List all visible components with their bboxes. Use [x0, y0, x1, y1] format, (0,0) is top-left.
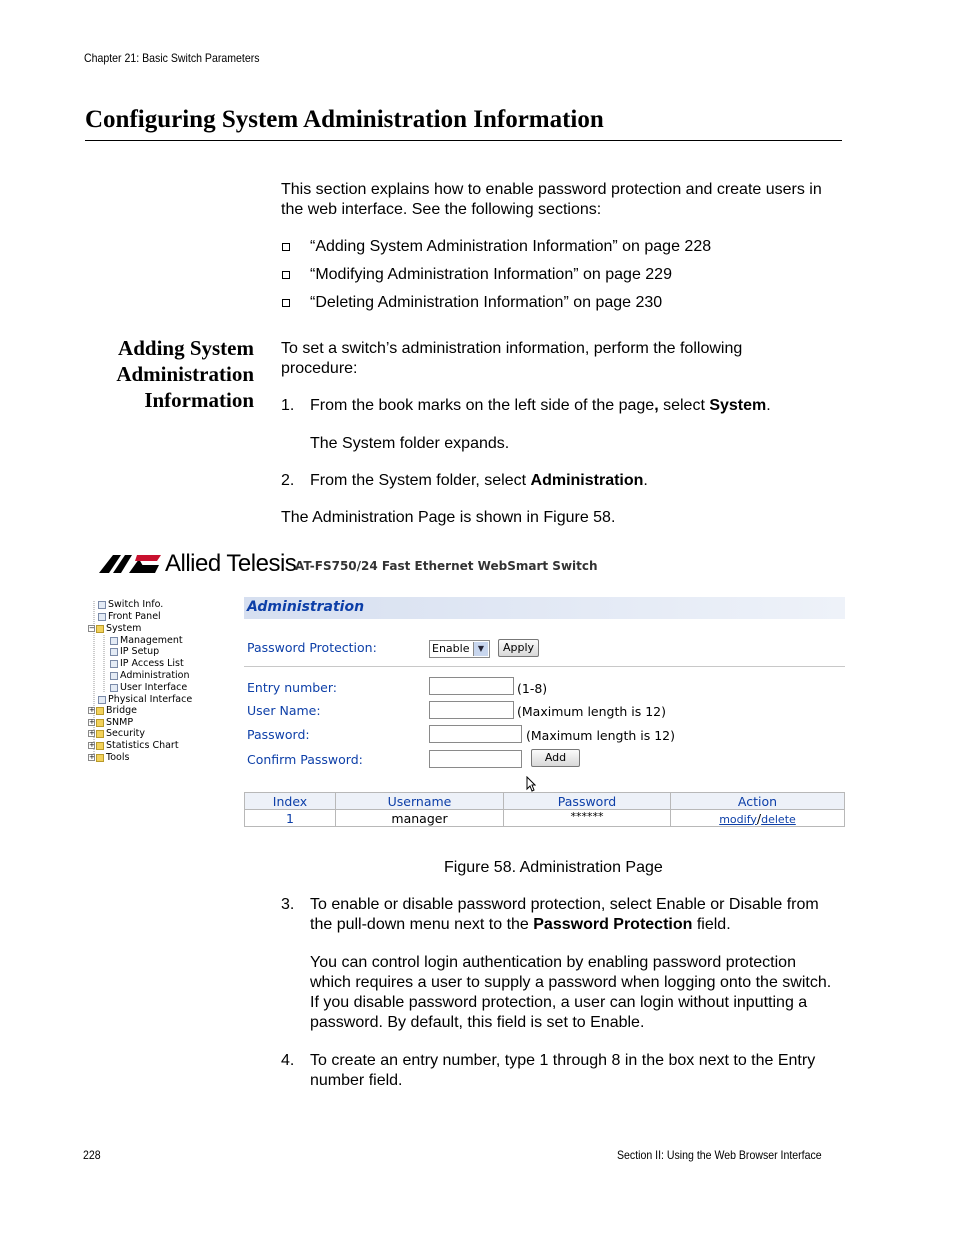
apply-button[interactable]: Apply [498, 639, 539, 657]
page-icon [110, 672, 118, 680]
running-header: Chapter 21: Basic Switch Parameters [84, 51, 260, 65]
cell-action [671, 810, 845, 827]
tree-item-label: Front Panel [108, 611, 161, 622]
subsection-heading-line: Adding System [118, 336, 254, 360]
table-row [245, 810, 845, 827]
step-text: field. [692, 916, 731, 933]
step-1-note: The System folder expands. [310, 435, 510, 452]
expand-icon[interactable]: + [89, 729, 95, 737]
folder-icon [96, 754, 104, 762]
entry-number-input[interactable] [429, 677, 514, 695]
password-input[interactable] [429, 725, 522, 743]
user-name-input[interactable] [429, 701, 514, 719]
password-hint: (Maximum length is 12) [526, 728, 675, 743]
step-comma: , [654, 397, 659, 414]
cell-password: ****** [504, 810, 671, 827]
page-icon [110, 660, 118, 668]
step-2 [310, 471, 648, 491]
tree-item-label: Administration [120, 670, 190, 681]
delete-link[interactable]: delete [761, 812, 796, 826]
panel-divider [244, 666, 845, 667]
selected-value: Enable [432, 642, 470, 655]
users-table [244, 792, 845, 827]
table-header-row [245, 793, 845, 810]
step-text: . [643, 472, 648, 489]
tree-item-tools[interactable] [88, 752, 129, 764]
entry-number-hint: (1-8) [517, 681, 548, 696]
step-number: 3. [281, 896, 295, 913]
title-rule [85, 140, 842, 141]
xref-link-adding[interactable]: “Adding System Administration Information” on page 228 [310, 238, 712, 255]
column-header-username: Username [336, 793, 504, 810]
folder-icon [96, 719, 104, 727]
tree-item-security[interactable] [88, 728, 145, 740]
running-footer: Section II: Using the Web Browser Interface [617, 1148, 822, 1162]
allied-telesis-logo-icon [99, 553, 161, 573]
tree-item-administration[interactable] [110, 670, 190, 682]
confirm-password-label: Confirm Password: [247, 752, 363, 767]
password-protection-label: Password Protection: [247, 640, 377, 655]
step-3 [310, 895, 840, 935]
tree-item-ip-access-list[interactable] [110, 658, 184, 670]
tree-item-label: Tools [106, 752, 130, 763]
tree-item-bridge[interactable] [88, 705, 137, 717]
page-icon [98, 696, 106, 704]
tree-item-ip-setup[interactable] [110, 646, 159, 658]
collapse-icon[interactable]: − [89, 624, 95, 632]
page-icon [110, 637, 118, 645]
step-3-note: You can control login authentication by enabling password protection which requires a user to supply a password when logging onto the switch. If you disable password protection, a user can login without inputting a password. By default, this field is set to Enable. [310, 954, 832, 1031]
product-name: AT-FS750/24 Fast Ethernet WebSmart Switch [295, 559, 598, 573]
column-header-password: Password [504, 793, 671, 810]
step-bold: System [709, 397, 767, 414]
tree-item-label: Security [106, 728, 146, 739]
add-button[interactable]: Add [531, 749, 580, 767]
expand-icon[interactable]: + [89, 753, 95, 761]
tree-item-label: IP Setup [120, 646, 160, 657]
tree-item-label: Management [120, 635, 183, 646]
step-text: From the book marks on the left side of the page [310, 397, 655, 414]
tree-item-label: User Interface [120, 682, 188, 693]
tree-item-statistics-chart[interactable] [88, 740, 179, 752]
step-text: To enable or disable password protection, select Enable or Disable from the pull-down menu next to the [310, 896, 819, 933]
panel-title: Administration [247, 599, 365, 615]
user-name-label: User Name: [247, 703, 321, 718]
brand-bar [99, 551, 599, 579]
folder-icon [96, 742, 104, 750]
cell-index: 1 [245, 810, 336, 827]
step-bold: Password Protection [533, 916, 693, 933]
figure-reference: The Administration Page is shown in Figure 58. [281, 509, 616, 526]
step-4: To create an entry number, type 1 through 8 in the box next to the Entry number field. [310, 1052, 816, 1089]
subsection-heading-line: Information [144, 388, 254, 412]
column-header-action: Action [671, 793, 845, 810]
subsection-heading-line: Administration [116, 362, 254, 386]
password-protection-select[interactable] [429, 640, 490, 658]
page-icon [110, 648, 118, 656]
bullet-icon [282, 299, 290, 307]
tree-item-label: Switch Info. [108, 599, 164, 610]
intro-paragraph: This section explains how to enable password protection and create users in the web interface. See the following sections: [281, 181, 822, 218]
step-text: From the System folder, select [310, 472, 531, 489]
mouse-cursor-icon [526, 776, 536, 792]
step-number: 4. [281, 1052, 295, 1069]
column-header-index: Index [245, 793, 336, 810]
action-separator: / [756, 810, 762, 826]
page-icon [98, 601, 106, 609]
expand-icon[interactable]: + [89, 718, 95, 726]
subsection-heading [54, 335, 254, 413]
tree-item-user-interface[interactable] [110, 682, 187, 694]
user-name-hint: (Maximum length is 12) [517, 704, 666, 719]
step-bold: Administration [530, 472, 644, 489]
step-text: select [658, 397, 710, 414]
page-number: 228 [83, 1148, 101, 1162]
step-text: . [766, 397, 771, 414]
tree-item-label: Physical Interface [108, 694, 193, 705]
expand-icon[interactable]: + [89, 706, 95, 714]
bullet-icon [282, 243, 290, 251]
xref-link-deleting[interactable]: “Deleting Administration Information” on page 230 [310, 294, 663, 311]
confirm-password-input[interactable] [429, 750, 522, 768]
password-label: Password: [247, 727, 310, 742]
bullet-icon [282, 271, 290, 279]
page-title: Configuring System Administration Information [85, 106, 604, 133]
cell-username: manager [336, 810, 504, 827]
entry-number-label: Entry number: [247, 680, 338, 695]
page-icon [110, 684, 118, 692]
step-number: 1. [281, 397, 295, 414]
modify-link[interactable]: modify [719, 812, 757, 826]
tree-item-label: System [106, 623, 142, 634]
brand-name: Allied Telesis [165, 550, 297, 577]
folder-icon [96, 707, 104, 715]
xref-link-modifying[interactable]: “Modifying Administration Information” on page 229 [310, 266, 672, 283]
tree-item-label: IP Access List [120, 658, 184, 669]
step-number: 2. [281, 472, 295, 489]
tree-item-label: Statistics Chart [106, 740, 179, 751]
tree-item-system[interactable] [88, 623, 141, 635]
folder-icon [96, 730, 104, 738]
tree-item-switch-info[interactable] [98, 599, 163, 611]
tree-item-front-panel[interactable] [98, 611, 161, 623]
tree-item-label: SNMP [106, 717, 134, 728]
open-folder-icon [96, 625, 104, 633]
step-1 [310, 396, 771, 416]
procedure-lead: To set a switch’s administration information, perform the following procedure: [281, 340, 743, 377]
chevron-down-icon: ▼ [473, 642, 488, 656]
expand-icon[interactable]: + [89, 741, 95, 749]
tree-item-label: Bridge [106, 705, 137, 716]
figure-caption: Figure 58. Administration Page [444, 859, 663, 876]
page-icon [98, 613, 106, 621]
